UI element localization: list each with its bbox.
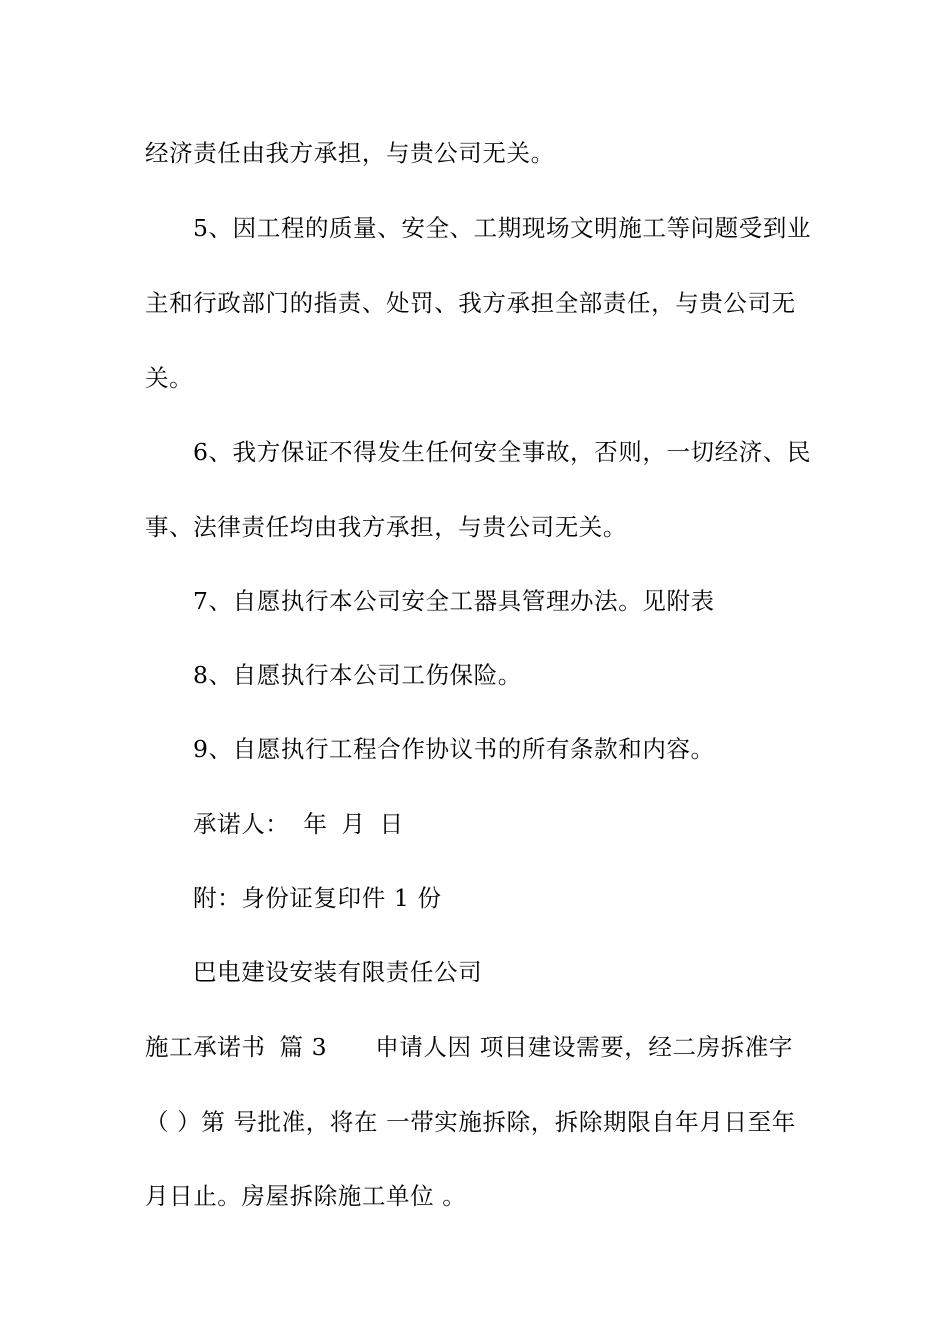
attachment-note: 附：身份证复印件 1 份 bbox=[193, 884, 442, 912]
section-part: 篇 3 bbox=[279, 1033, 328, 1061]
section-title: 施工承诺书 bbox=[145, 1033, 266, 1061]
clause-5-line-3: 关。 bbox=[145, 364, 194, 392]
signature-day: 日 bbox=[379, 810, 404, 838]
clause-5-line-1: 5、因工程的质量、安全、工期现场文明施工等问题受到业 bbox=[193, 214, 812, 242]
clause-6-line-2: 事、法律责任均由我方承担，与贵公司无关。 bbox=[145, 513, 627, 541]
signature-month: 月 bbox=[341, 810, 366, 838]
clause-5-line-2: 主和行政部门的指责、处罚、我方承担全部责任，与贵公司无 bbox=[145, 289, 796, 317]
section-heading-line bbox=[145, 1032, 810, 1062]
section-paragraph-line-2: （ ）第 号批准，将在 一带实施拆除，拆除期限自年月日至年 bbox=[145, 1108, 796, 1136]
section-paragraph-line-3: 月日止。房屋拆除施工单位 。 bbox=[145, 1182, 467, 1210]
clause-8: 8、自愿执行本公司工伤保险。 bbox=[193, 661, 522, 689]
company-name: 巴电建设安装有限责任公司 bbox=[193, 958, 483, 986]
clause-9: 9、自愿执行工程合作协议书的所有条款和内容。 bbox=[193, 735, 715, 763]
signature-year: 年 bbox=[303, 810, 328, 838]
clause-6-line-1: 6、我方保证不得发生任何安全事故，否则，一切经济、民 bbox=[193, 438, 812, 466]
paragraph-line-1: 经济责任由我方承担，与贵公司无关。 bbox=[145, 139, 555, 167]
clause-7: 7、自愿执行本公司安全工器具管理办法。见附表 bbox=[193, 587, 715, 615]
signature-line bbox=[193, 809, 810, 839]
promisor-label: 承诺人： bbox=[193, 810, 290, 838]
section-text: 申请人因 项目建设需要，经二房拆准字 bbox=[375, 1033, 794, 1061]
